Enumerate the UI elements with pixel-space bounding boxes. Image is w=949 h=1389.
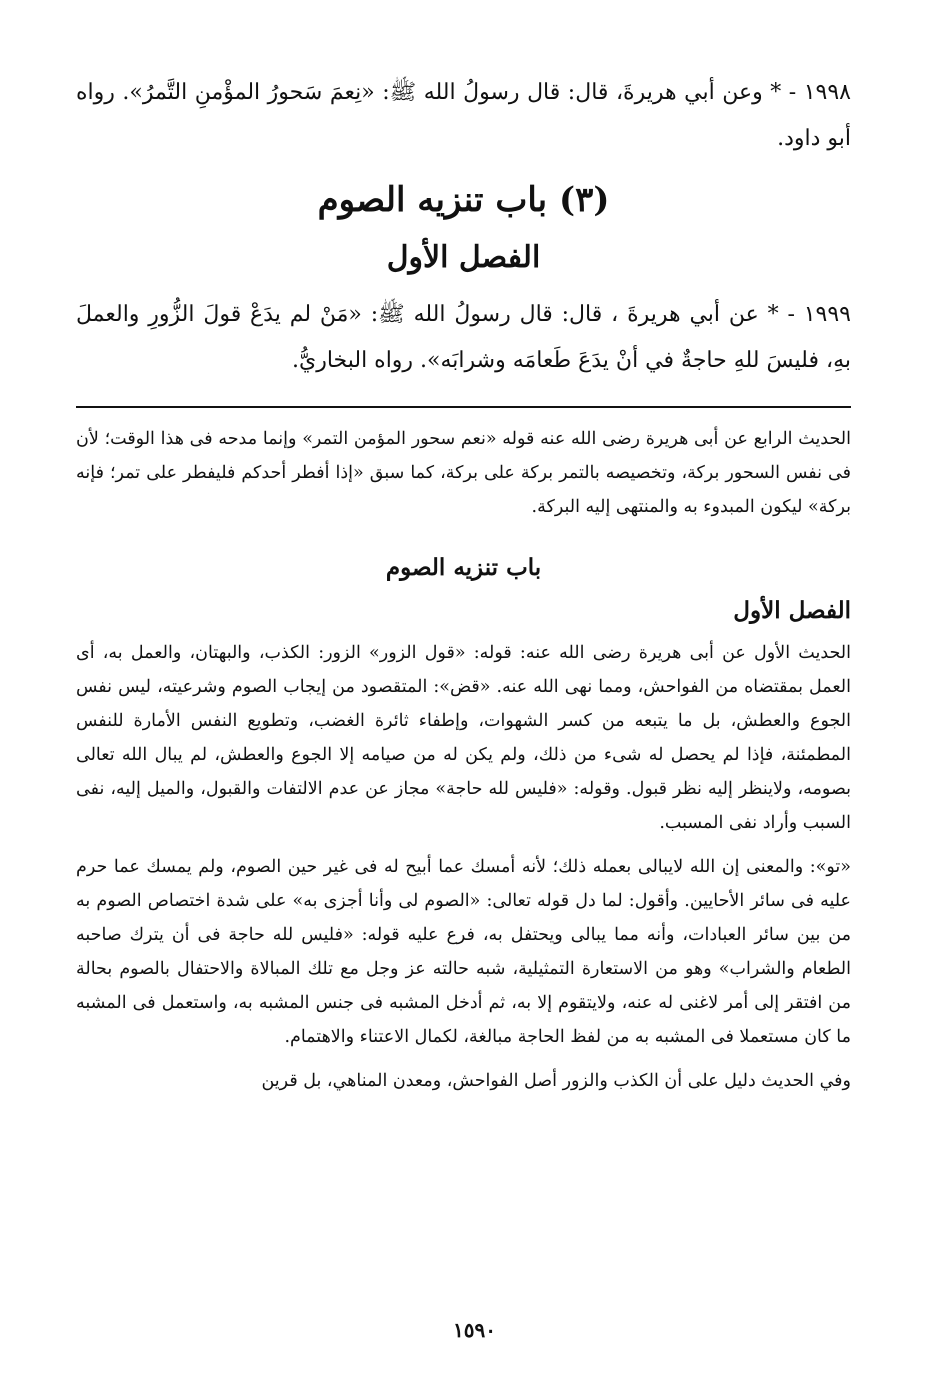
page-body — [76, 70, 851, 1098]
footnote-divider — [76, 406, 851, 408]
commentary-paragraph-1: الحديث الرابع عن أبى هريرة رضى الله عنه قوله «نعم سحور المؤمن التمر» وإنما مدحه فى هذا الوقت؛ لأن فى نفس السحور بركة، وتخصيصه بالتمر بركة على بركة، كما سبق «إذا أفطر أحدكم فليفطر على تمر؛ فإنه بركة» ليكون المبدوء به والمنتهى إليه البركة. — [76, 429, 851, 517]
commentary-paragraph-4: وفي الحديث دليل على أن الكذب والزور أصل الفواحش، ومعدن المناهي، بل قرين — [261, 1071, 851, 1091]
commentary-chapter-heading: باب تنزيه الصوم — [385, 554, 542, 581]
page-number: ١٥٩٠ — [453, 1318, 496, 1342]
hadith-1998: ١٩٩٨ - * وعن أبي هريرةَ، قال: قال رسولُ الله ﷺ: «نِعمَ سَحورُ المؤْمنِ التَّمرُ». رواه أبو داود. — [76, 80, 851, 151]
commentary-paragraph-3: «تو»: والمعنى إن الله لايبالى بعمله ذلك؛ لأنه أمسك عما أبيح له فى غير حين الصوم، ولم يمسك عما حرم عليه فى سائر الأحايين. وأقول: لما دل قوله تعالى: «الصوم لى وأنا أجزى به» على شدة اختصاص الصوم به من بين سائر العبادات، وأنه مما يبالى ويحتفل به، فرع عليه قوله: «فليس لله حاجة فى أن يترك صاحبه الطعام والشراب» وهو من الاستعارة التمثيلية، شبه حالته عز وجل مع تلك المبالاة والاحتفال بالصوم بحالة من افتقر إلى أمر لاغنى له عنه، ولايتقوم إلا به، ثم أدخل المشبه فى جنس المشبه به، واستعمل فى المشبه ما كان مستعملا فى المشبه به من لفظ الحاجة مبالغة، لكمال الاعتناء والاهتمام. — [76, 857, 851, 1047]
hadith-1999: ١٩٩٩ - * عن أبي هريرةَ ، قال: قال رسولُ الله ﷺ: «مَنْ لم يدَعْ قولَ الزُّورِ والعملَ بهِ، فليسَ للهِ حاجةٌ في أنْ يدَعَ طَعامَه وشرابَه». رواه البخاريُّ. — [76, 302, 851, 373]
commentary-section-heading: الفصل الأول — [733, 597, 851, 624]
commentary-paragraph-2: الحديث الأول عن أبى هريرة رضى الله عنه: قوله: «قول الزور» الزور: الكذب، والبهتان، والعمل به، أى العمل بمقتضاه من الفواحش، ومما نهى الله عنه. «قض»: المتقصود من إيجاب الصوم وشرعيته، ليس نفس الجوع والعطش، بل ما يتبعه من كسر الشهوات، وإطفاء ثائرة الغضب، وتطويع النفس الأمارة للنفس المطمئنة، فإذا لم يحصل له شىء من ذلك، ولم يكن له من صيامه إلا الجوع والعطش، لم يبال الله تعالى بصومه، ولاينظر إليه نظر قبول. وقوله: «فليس لله حاجة» مجاز عن عدم الالتفات والقبول، والميل إليه، نفى السبب وأراد نفى المسبب. — [76, 643, 851, 833]
chapter-title: (٣) باب تنزيه الصوم — [317, 180, 610, 220]
section-title: الفصل الأول — [386, 240, 541, 275]
